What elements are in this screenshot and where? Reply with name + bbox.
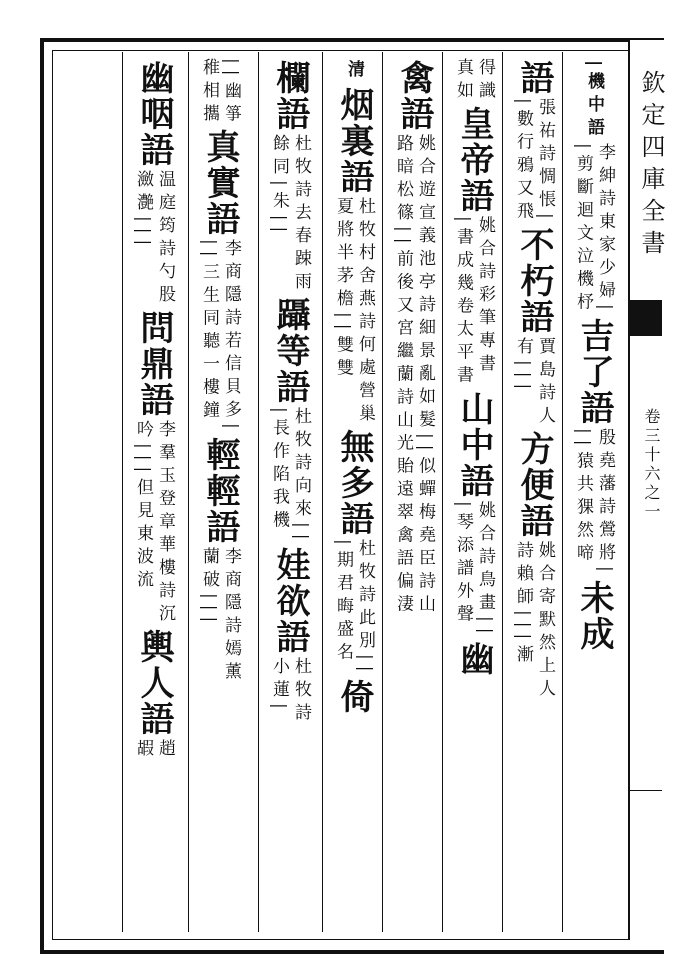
book-title: 欽定四庫全書 — [637, 70, 665, 262]
annotation-pair — [199, 547, 241, 685]
annotation-pair — [513, 98, 555, 225]
text-column — [326, 58, 382, 928]
annotation-line: 杜牧村舍燕詩何處營巢 — [355, 197, 375, 427]
annotation-line: 杜牧詩向來|| — [291, 407, 311, 546]
annotation-line: ||三生同聽一樓鐘 — [199, 239, 219, 424]
text-column — [262, 58, 318, 928]
annotation-line: 夏將半茅檐||雙雙 — [333, 197, 353, 382]
annotation-line: |長作陷我機 — [269, 407, 289, 534]
entry-heading: 吉了語 — [574, 317, 614, 426]
annotation-pair — [513, 541, 555, 702]
column-divider — [258, 52, 259, 932]
annotation-line: 杜牧詩此別|| — [355, 539, 375, 678]
annotation-line: |書成幾卷太平書 — [453, 216, 473, 389]
text-column — [386, 58, 442, 928]
margin-rule — [628, 790, 662, 791]
annotation-line: 殷堯藩詩鶯將| — [595, 427, 615, 578]
column-divider — [322, 52, 323, 932]
fish-tail-mark — [630, 300, 662, 336]
annotation-pair — [269, 134, 311, 295]
annotation-pair — [133, 739, 175, 762]
entry-heading: 欄語 — [270, 60, 310, 132]
annotation-pair — [453, 501, 495, 639]
entry-heading: 真實語 — [200, 129, 240, 238]
entry-heading: 輕輕語 — [200, 437, 240, 546]
juan-label: 卷三十六之一 — [642, 408, 661, 522]
annotation-line: |數行鴉又飛 — [513, 98, 533, 225]
entry-heading: 幽咽語 — [134, 60, 174, 168]
annotation-line: 姚合詩鳥畫|| — [475, 500, 495, 640]
entry-heading: 問鼎語 — [134, 310, 174, 418]
annotation-line: 張祐詩惆悵| — [535, 98, 555, 225]
annotation-line: 吟|||但見東波流 — [133, 420, 153, 594]
entry-heading: 無多語 — [334, 429, 374, 537]
annotation-line: 有||| — [513, 336, 533, 395]
annotation-pair — [333, 539, 375, 677]
column-divider — [382, 52, 383, 932]
entry-heading: 輿人語 — [134, 629, 174, 737]
entry-heading: 方便語 — [514, 430, 554, 539]
annotation-pair — [573, 428, 615, 578]
annotation-line: 小蓮| — [269, 657, 289, 716]
entry-text: |機中語 — [584, 60, 604, 142]
text-column — [126, 58, 182, 928]
annotation-line: ||幽箏 — [221, 58, 241, 128]
column-divider — [122, 52, 123, 932]
annotation-line: 餘同|朱|| — [269, 134, 289, 239]
annotation-line: |期君晦盛名 — [333, 539, 353, 666]
annotation-line: 嘏 — [133, 739, 153, 762]
annotation-line: ||猿共猓然啼 — [573, 427, 593, 567]
annotation-pair — [269, 407, 311, 545]
annotation-line: |琴添譜外聲 — [453, 500, 473, 628]
text-column — [566, 58, 622, 928]
entry-heading: 未成 — [574, 579, 614, 652]
column-divider — [502, 52, 503, 932]
text-column — [446, 58, 502, 928]
column-divider — [188, 52, 189, 932]
annotation-line: 李羣玉登章華樓詩沉 — [155, 420, 175, 627]
annotation-pair — [199, 239, 241, 435]
column-divider — [562, 52, 563, 932]
annotation-line: 姚合遊宣義池亭詩細景亂如髮||似蟬梅堯臣詩山 — [415, 134, 435, 618]
annotation-pair — [269, 657, 311, 726]
annotation-line: 姚合詩彩筆專書 — [475, 216, 495, 377]
entry-heading: 皇帝語 — [454, 106, 494, 214]
entry-heading: 山中語 — [454, 390, 494, 499]
annotation-pair — [333, 197, 375, 427]
annotation-line: 杜牧詩 — [291, 657, 311, 727]
annotation-line: 李商隱詩若信貝多| — [221, 239, 241, 436]
entry-heading: 烟裏語 — [334, 87, 374, 195]
annotation-line: 路暗松篠||前後又宮繼蘭詩山光貽遠翠禽語偏淒 — [393, 134, 413, 618]
entry-text: 清 — [344, 60, 364, 83]
annotation-line: 李商隱詩嫣薰 — [221, 547, 241, 686]
annotation-line: 姚合寄默然上人 — [535, 540, 555, 702]
entry-heading: 娃欲語 — [270, 547, 310, 656]
annotation-line: 詩賴師|||漸 — [513, 540, 533, 668]
entry-heading: 倚 — [334, 679, 374, 716]
annotation-line: 賈島詩人 — [535, 336, 555, 429]
annotation-line: 瀲灔||| — [133, 170, 153, 252]
annotation-line: 温庭筠詩勺股 — [155, 170, 175, 308]
annotation-line: 趙 — [155, 739, 175, 762]
annotation-pair — [133, 170, 175, 308]
annotation-pair — [133, 420, 175, 627]
annotation-line: 蘭破||| — [199, 547, 219, 629]
entry-heading: 躡等語 — [270, 297, 310, 405]
annotation-line: 杜牧詩去春踈雨 — [291, 134, 311, 295]
text-column — [506, 58, 562, 928]
annotation-line: |剪斷迴文泣機杼 — [573, 143, 593, 316]
text-column — [192, 58, 248, 928]
annotation-pair — [453, 58, 495, 104]
entry-heading: 不朽語 — [514, 226, 554, 335]
annotation-pair — [453, 216, 495, 389]
annotation-pair — [573, 143, 615, 316]
annotation-pair — [199, 58, 241, 127]
annotation-line: 真如 — [453, 58, 473, 104]
annotation-line: 李紳詩東家少婦| — [595, 143, 615, 316]
column-divider — [442, 52, 443, 932]
annotation-pair — [393, 134, 435, 617]
annotation-line: 得識 — [475, 58, 495, 104]
entry-heading: 幽 — [454, 641, 494, 678]
entry-heading: 禽語 — [394, 60, 434, 132]
annotation-line: 稚相攜 — [199, 58, 219, 127]
entry-heading: 語 — [514, 60, 554, 96]
annotation-pair — [513, 337, 555, 429]
